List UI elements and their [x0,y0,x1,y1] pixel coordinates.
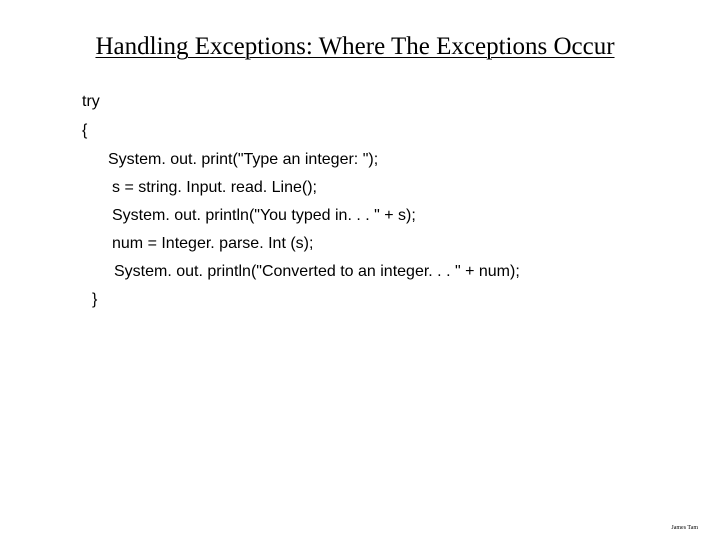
slide-title: Handling Exceptions: Where The Exceptions Occur [95,33,615,60]
code-line-print-prompt: System. out. print("Type an integer: "); [108,151,379,168]
code-line-close-brace: } [92,291,98,308]
code-line-read-line: s = string. Input. read. Line(); [112,179,317,196]
code-line-print-typed: System. out. println("You typed in. . . " + s); [112,207,416,224]
code-line-try: try [82,93,100,110]
code-line-parse-int: num = Integer. parse. Int (s); [112,235,314,252]
code-line-open-brace: { [82,122,88,139]
author-footer: James Tam [671,525,698,531]
code-line-print-converted: System. out. println("Converted to an integer. . . " + num); [114,263,520,280]
